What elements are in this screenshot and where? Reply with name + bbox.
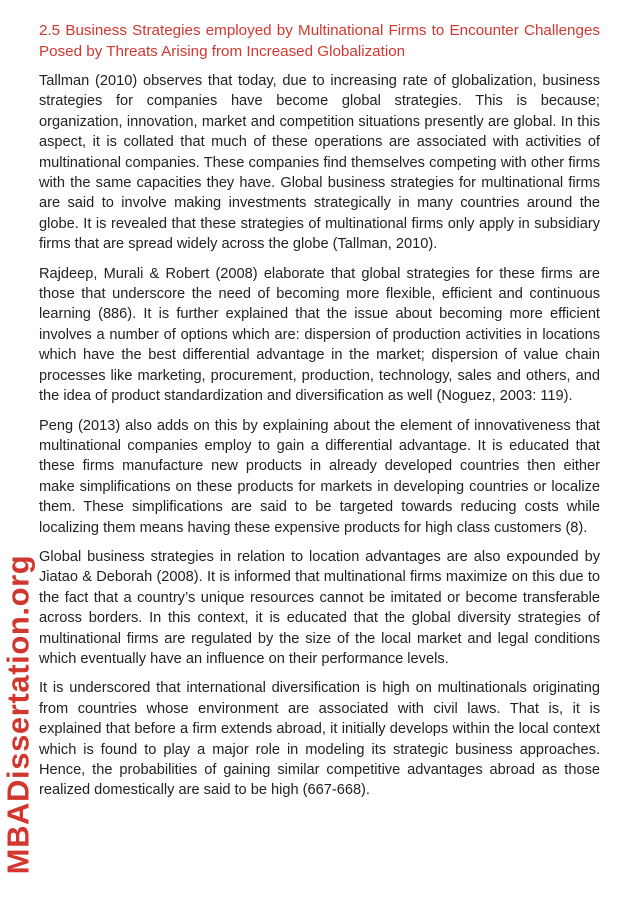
paragraph-rajdeep: Rajdeep, Murali & Robert (2008) elaborate that global strategies for these firms are those that underscore the need of becoming more flexible, efficient and continuous learning (886). It is further explained that the issue about becoming more efficient involves a number of options which are: dispersion of production activities in locations which have the best differential advantage in the market; dispersion of value chain processes like marketing, procurement, production, technology, sales and others, and the idea of product standardization and diversification as well (Noguez, 2003: 119). [39, 265, 600, 405]
paragraph-jiatao: Global business strategies in relation to location advantages are also expounded by Jiatao & Deborah (2008). It is informed that multinational firms maximize on this due to the fact that a country’s unique resources cannot be imitated or become transferable across borders. In this context, it is educated that the global diversity strategies of multinational firms are regulated by the size of the local market and legal conditions which eventually have an influence on their performance levels. [39, 548, 600, 667]
paragraph-tallman: Tallman (2010) observes that today, due to increasing rate of globalization, business strategies for companies have become global strategies. This is because; organization, innovation, market and competition situations presently are global. In this aspect, it is collated that much of these operations are associated with activities of multinational companies. These companies find themselves competing with other firms with the same capacities they have. Global business strategies for multinational firms are said to involve making investments strategically in many countries around the globe. It is revealed that these strategies of multinational firms only apply in subsidiary firms that are spread widely across the globe (Tallman, 2010). [39, 73, 600, 253]
document-page [39, 21, 600, 810]
watermark [0, 538, 38, 890]
section-heading: 2.5 Business Strategies employed by Multinational Firms to Encounter Challenges Posed by Threats Arising from Increased Globalization [39, 22, 600, 60]
paragraph-diversification: It is underscored that international diversification is high on multinationals originating from countries whose environment are associated with civil laws. That is, it is explained that before a firm extends abroad, it initially develops within the local context which is found to play a major role in modeling its strategic business approaches. Hence, the probabilities of gaining similar competitive advantages abroad as those realized domestically are said to be high (667-668). [39, 680, 600, 799]
watermark-text: MBADissertation.org [0, 554, 36, 874]
paragraph-peng: Peng (2013) also adds on this by explaining about the element of innovativeness that multinational companies employ to gain a differential advantage. It is educated that these firms manufacture new products in already developed countries then either make simplifications on these products for markets in developing countries or localize them. These simplifications are said to be targeted towards reducing costs while localizing them means having these expensive products for high class customers (8). [39, 417, 600, 536]
